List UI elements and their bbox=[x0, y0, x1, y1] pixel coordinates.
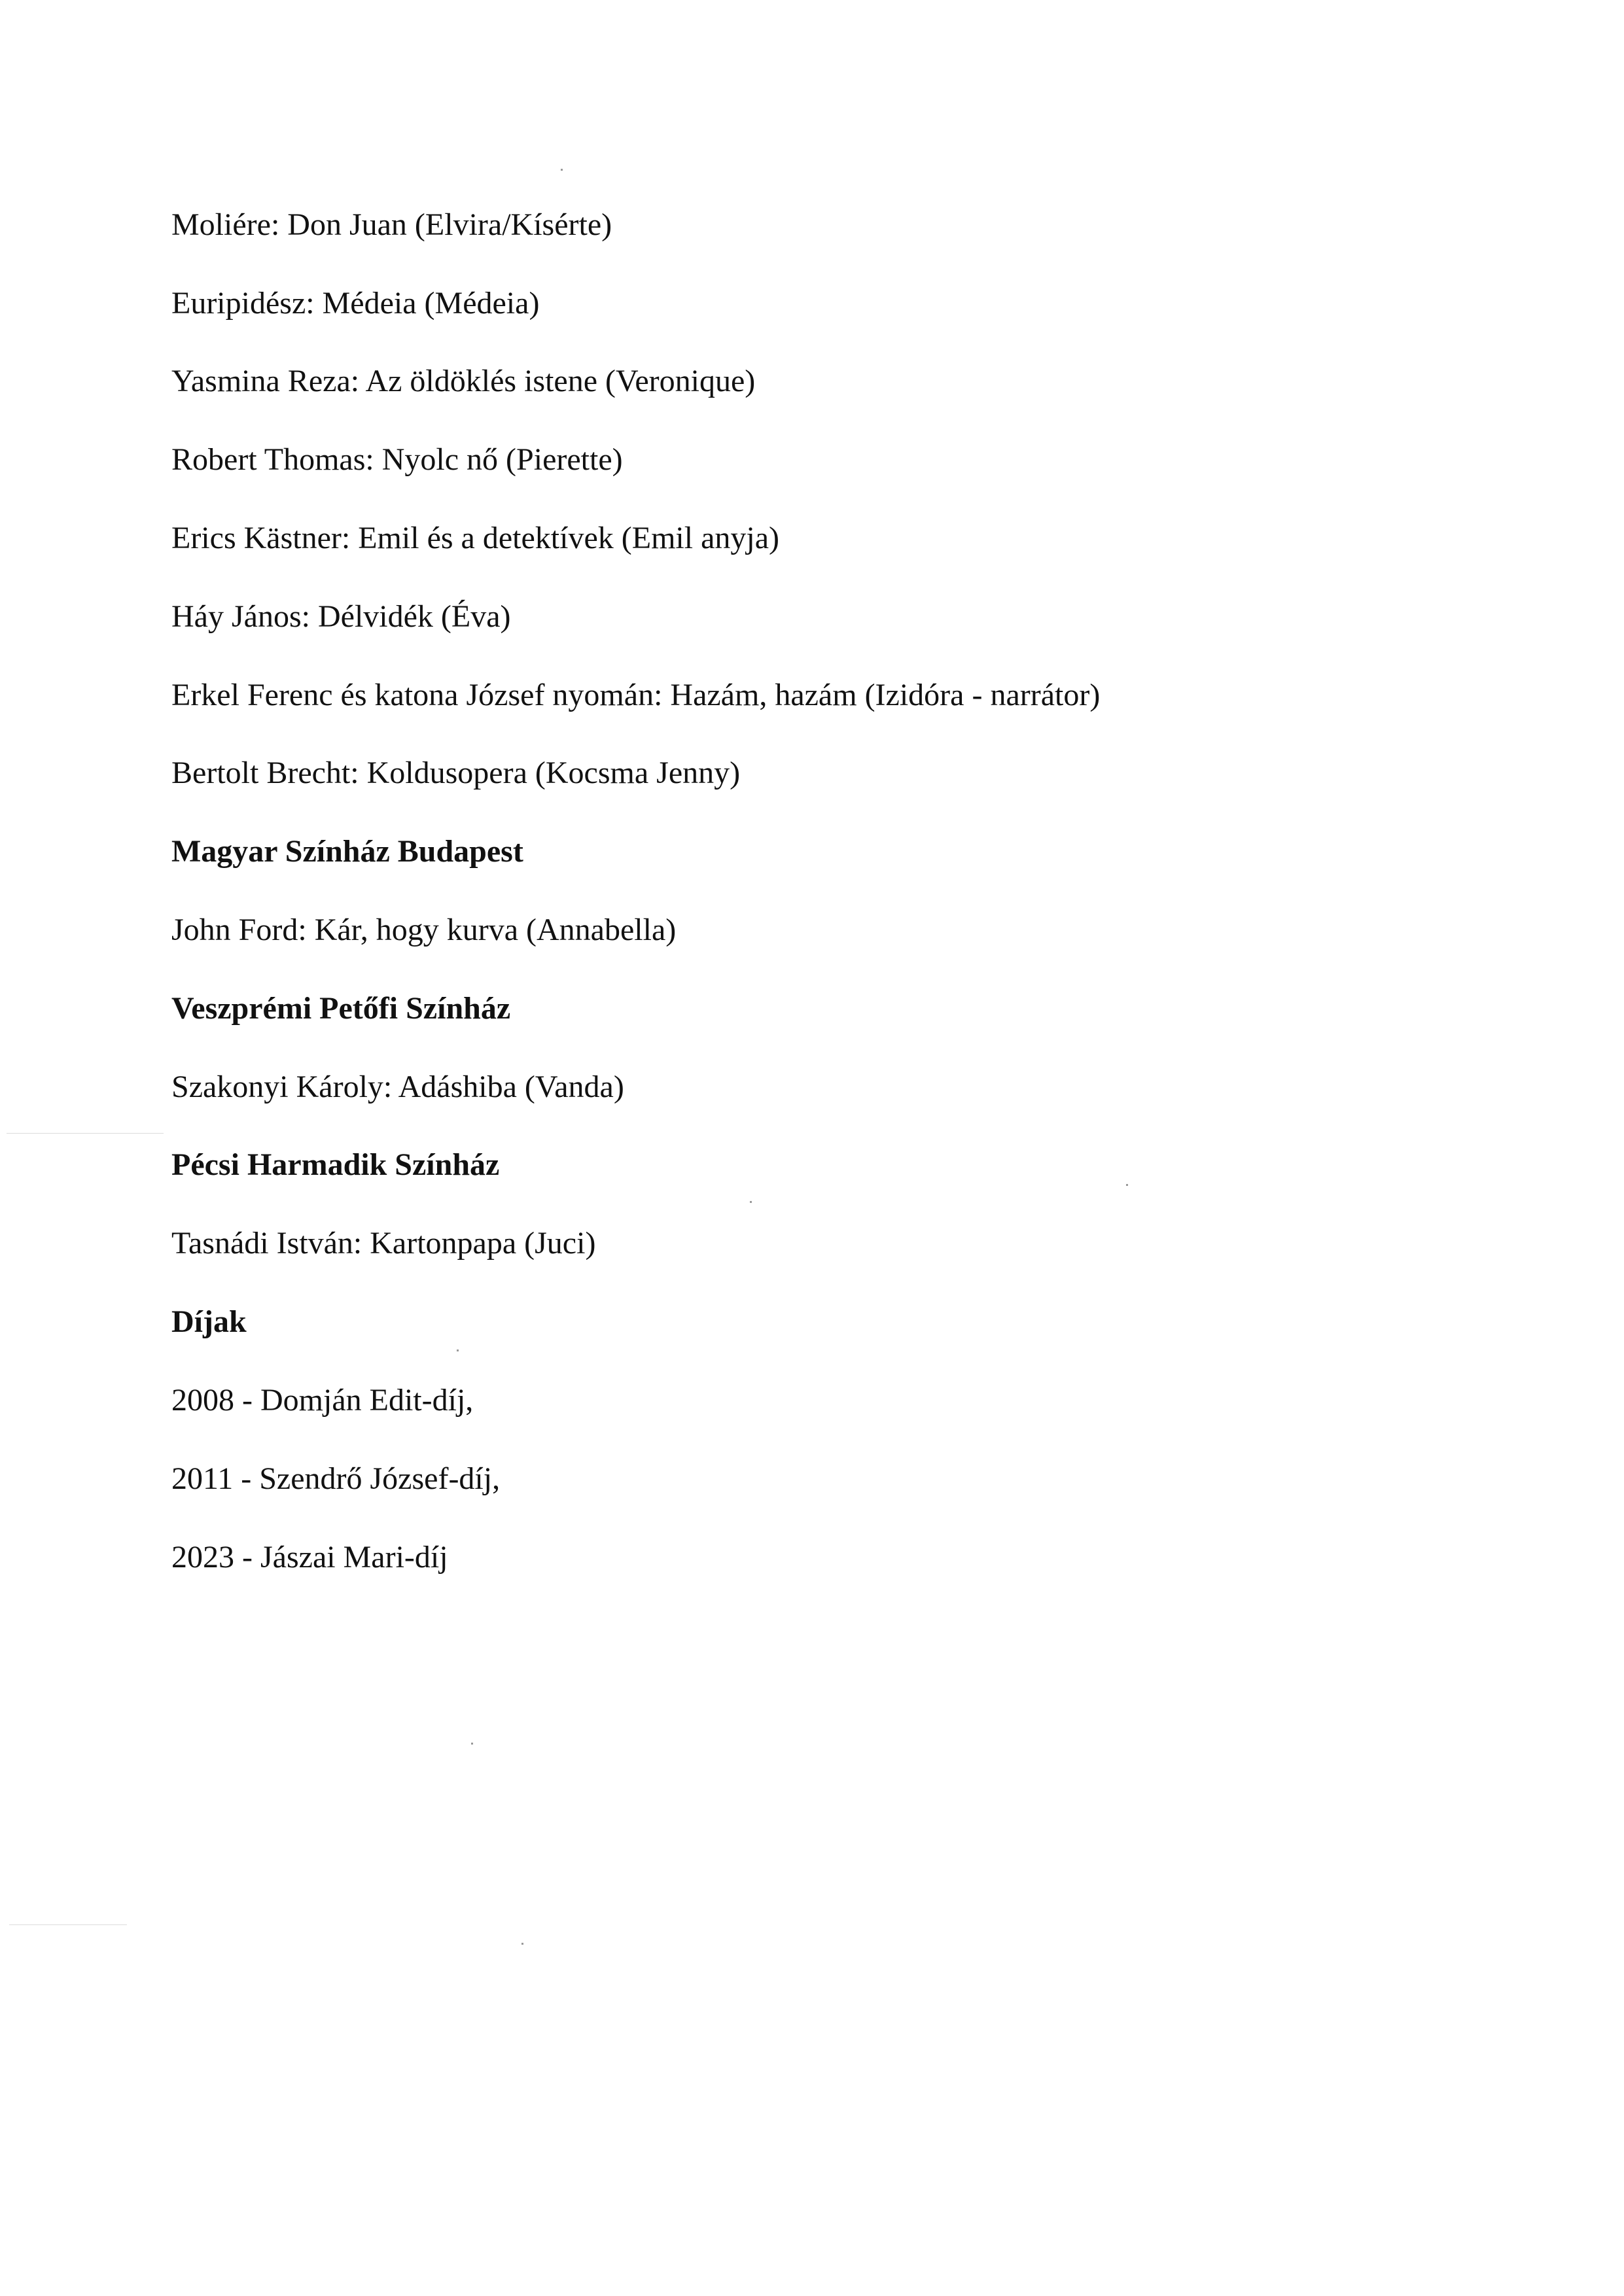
play-entry-hay: Háy János: Délvidék (Éva) bbox=[171, 599, 511, 634]
scan-speck bbox=[521, 1943, 523, 1945]
scan-speck bbox=[9, 1924, 127, 1925]
award-entry-2011: 2011 - Szendrő József-díj, bbox=[171, 1461, 501, 1496]
play-entry-kastner: Erics Kästner: Emil és a detektívek (Emil anyja) bbox=[171, 521, 780, 555]
scan-speck bbox=[471, 1743, 473, 1745]
play-entry-szakonyi: Szakonyi Károly: Adáshiba (Vanda) bbox=[171, 1070, 624, 1104]
scan-speck bbox=[750, 1201, 752, 1203]
scan-speck bbox=[561, 169, 563, 171]
play-entry-erkel: Erkel Ferenc és katona József nyomán: Hazám, hazám (Izidóra - narrátor) bbox=[171, 678, 1101, 712]
play-entry-brecht: Bertolt Brecht: Koldusopera (Kocsma Jenny) bbox=[171, 756, 741, 790]
play-entry-ford: John Ford: Kár, hogy kurva (Annabella) bbox=[171, 913, 677, 947]
play-entry-reza: Yasmina Reza: Az öldöklés istene (Veronique) bbox=[171, 364, 756, 398]
play-entry-thomas: Robert Thomas: Nyolc nő (Pierette) bbox=[171, 442, 623, 477]
scan-speck bbox=[7, 1133, 164, 1134]
award-entry-2023: 2023 - Jászai Mari-díj bbox=[171, 1540, 448, 1574]
play-entry-tasnadi: Tasnádi István: Kartonpapa (Juci) bbox=[171, 1226, 596, 1261]
section-heading-veszpremi-petofi: Veszprémi Petőfi Színház bbox=[171, 991, 511, 1026]
section-heading-pecsi-harmadik: Pécsi Harmadik Színház bbox=[171, 1147, 500, 1182]
play-entry-moliere: Moliére: Don Juan (Elvira/Kísérte) bbox=[171, 207, 612, 242]
scan-speck bbox=[457, 1349, 459, 1351]
play-entry-euripidesz: Euripidész: Médeia (Médeia) bbox=[171, 286, 540, 321]
section-heading-dijak: Díjak bbox=[171, 1304, 247, 1339]
section-heading-magyar-szinhaz: Magyar Színház Budapest bbox=[171, 834, 523, 869]
scan-speck bbox=[1126, 1184, 1128, 1186]
award-entry-2008: 2008 - Domján Edit-díj, bbox=[171, 1383, 474, 1418]
